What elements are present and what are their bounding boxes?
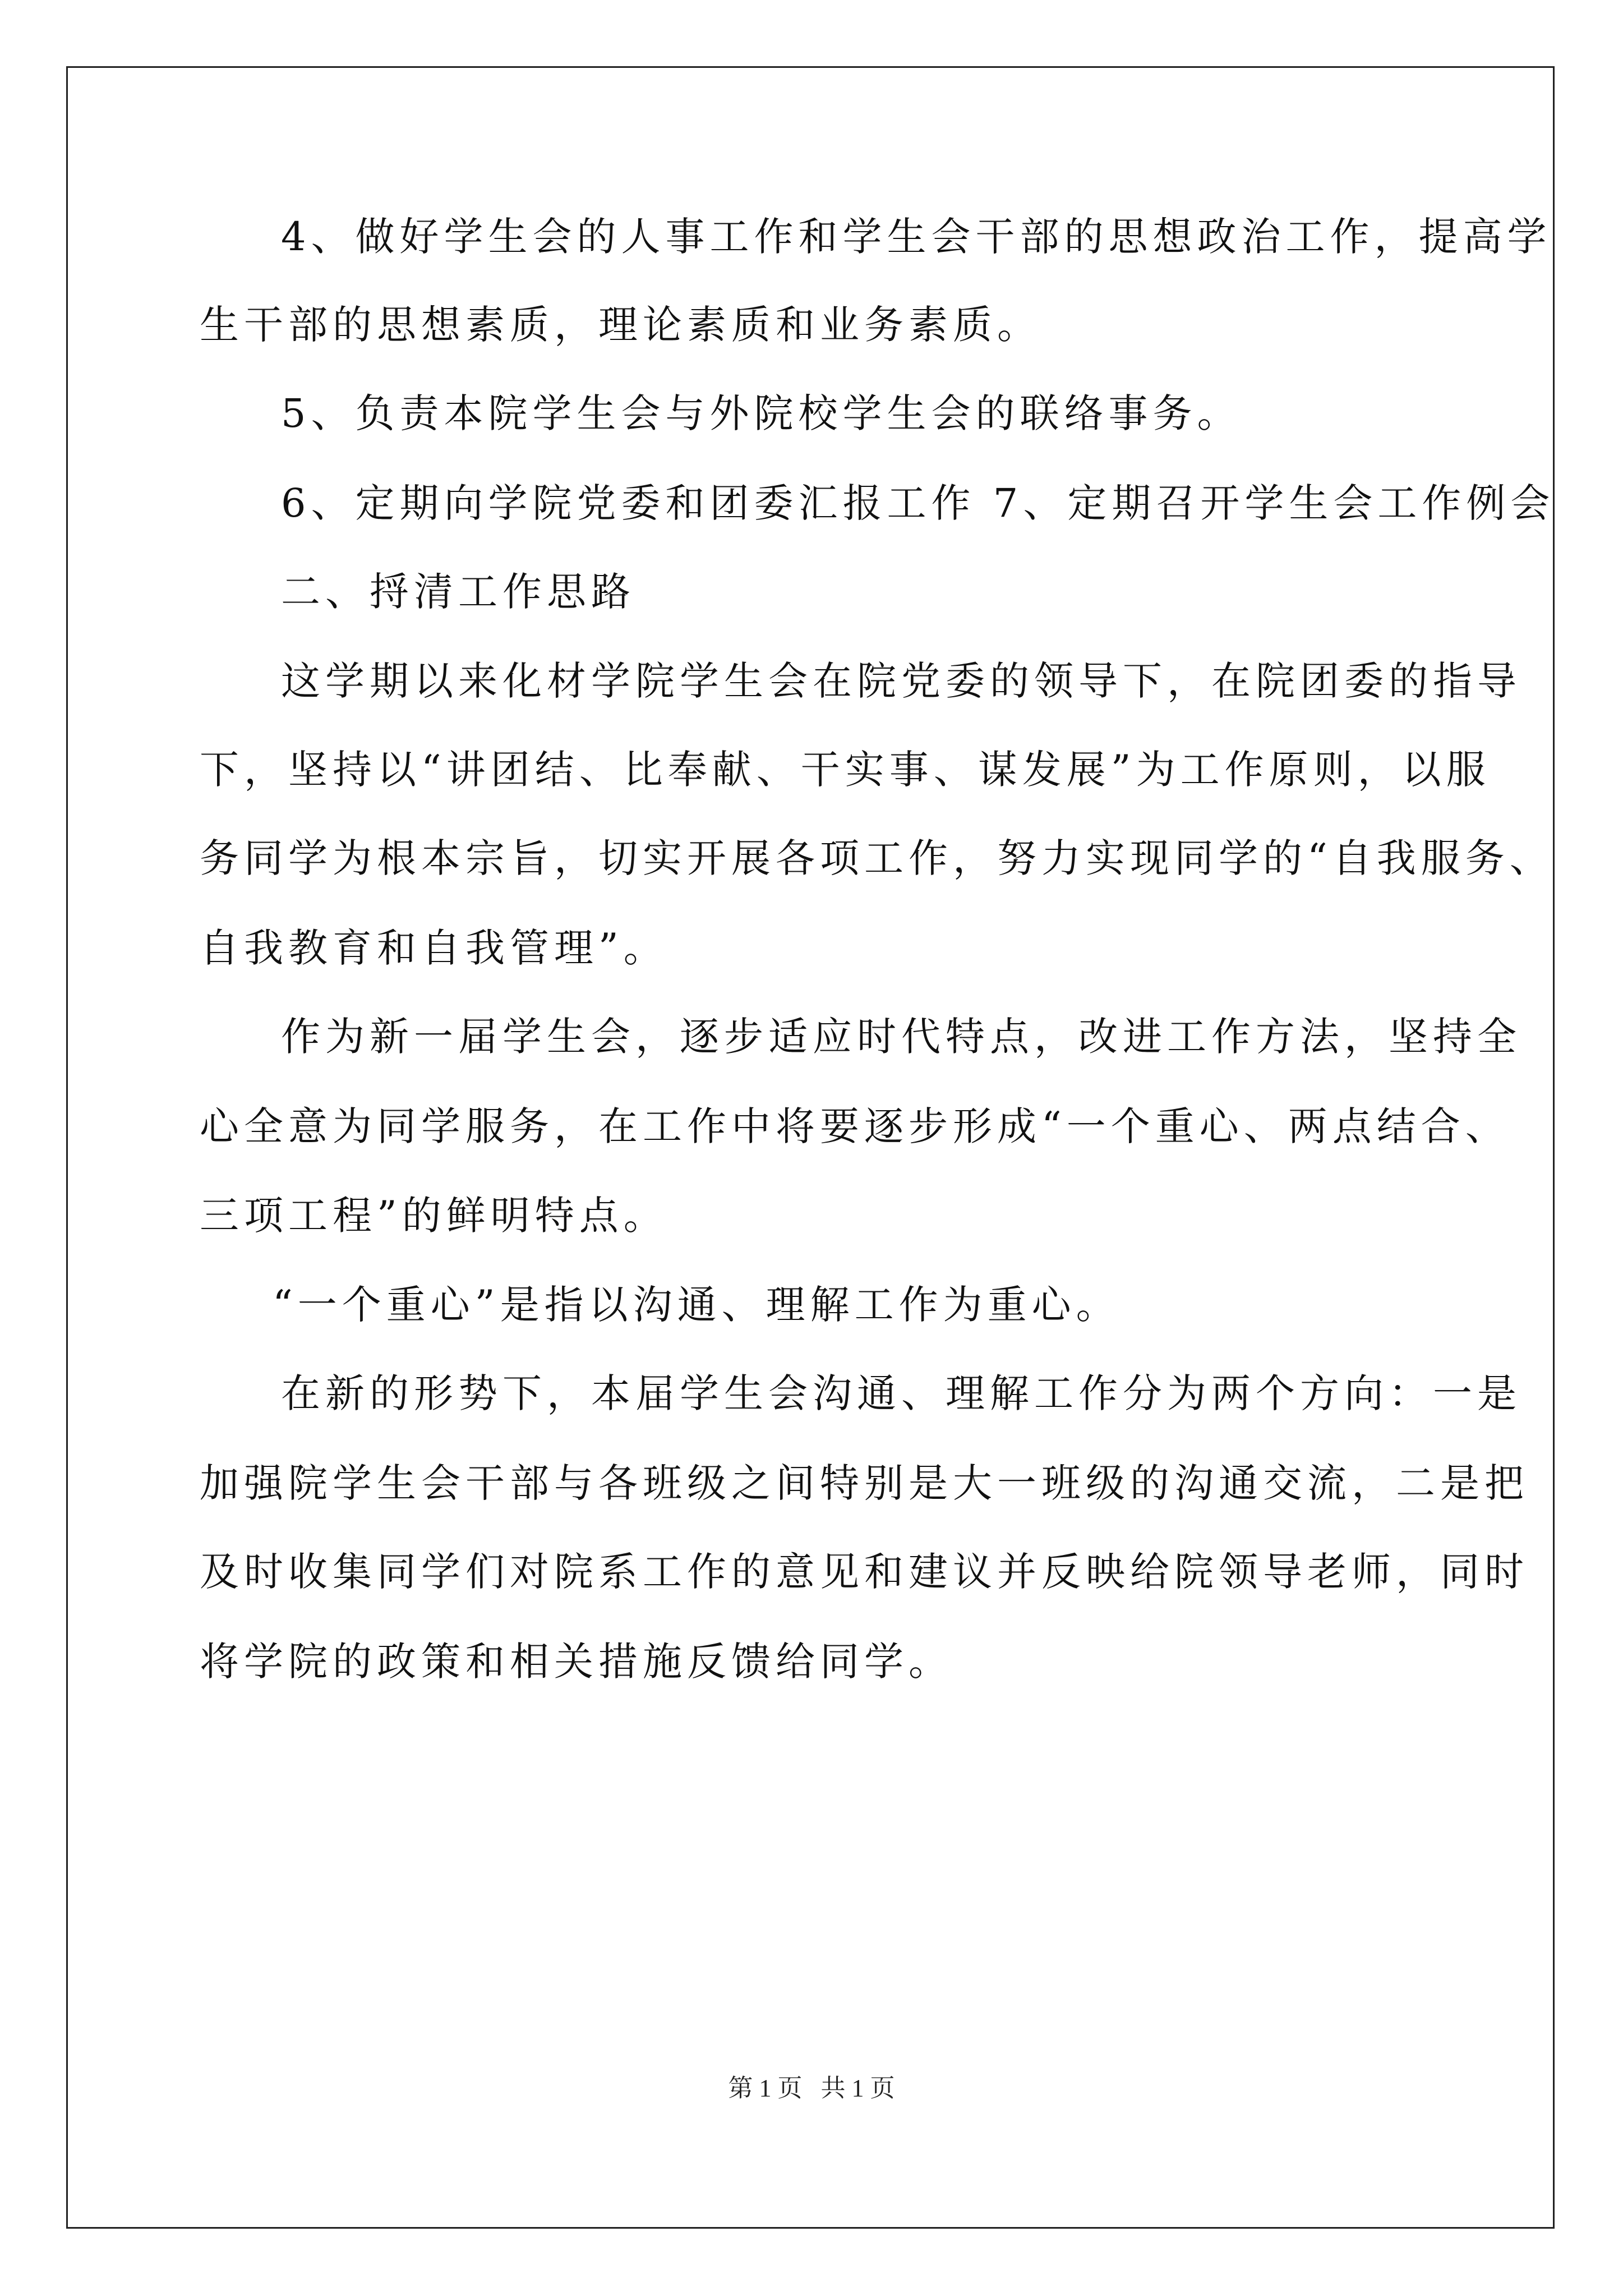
paragraph-line: 务同学为根本宗旨，切实开展各项工作，努力实现同学的“自我服务、 [200,835,1554,881]
page-footer: 第 1 页 共 1 页 [728,2074,895,2102]
paragraph-line: 自我教育和自我管理”。 [200,925,668,971]
paragraph-line: 生干部的思想素质，理论素质和业务素质。 [200,302,1041,348]
paragraph-line: 下，坚持以“讲团结、比奉献、干实事、谋发展”为工作原则，以服 [200,747,1491,793]
paragraph-line: “一个重心”是指以沟通、理解工作为重心。 [273,1282,1121,1328]
paragraph-line: 5、负责本院学生会与外院校学生会的联络事务。 [281,390,1242,436]
section-heading: 二、捋清工作思路 [281,569,635,615]
paragraph-line: 三项工程”的鲜明特点。 [200,1193,668,1239]
paragraph-line: 作为新一届学生会，逐步适应时代特点，改进工作方法，坚持全 [281,1014,1521,1060]
paragraph-line: 将学院的政策和相关措施反馈给同学。 [200,1639,953,1685]
paragraph-line: 在新的形势下，本届学生会沟通、理解工作分为两个方向：一是 [281,1370,1521,1416]
paragraph-line: 及时收集同学们对院系工作的意见和建议并反映给院领导老师，同时 [200,1549,1529,1595]
paragraph-line: 4、做好学生会的人事工作和学生会干部的思想政治工作，提高学 [281,214,1552,260]
paragraph-line: 心全意为同学服务，在工作中将要逐步形成“一个重心、两点结合、 [200,1103,1510,1149]
paragraph-line: 加强院学生会干部与各班级之间特别是大一班级的沟通交流，二是把 [200,1460,1529,1506]
paragraph-line: 6、定期向学院党委和团委汇报工作 7、定期召开学生会工作例会 [281,480,1555,526]
paragraph-line: 这学期以来化材学院学生会在院党委的领导下，在院团委的指导 [281,658,1521,704]
